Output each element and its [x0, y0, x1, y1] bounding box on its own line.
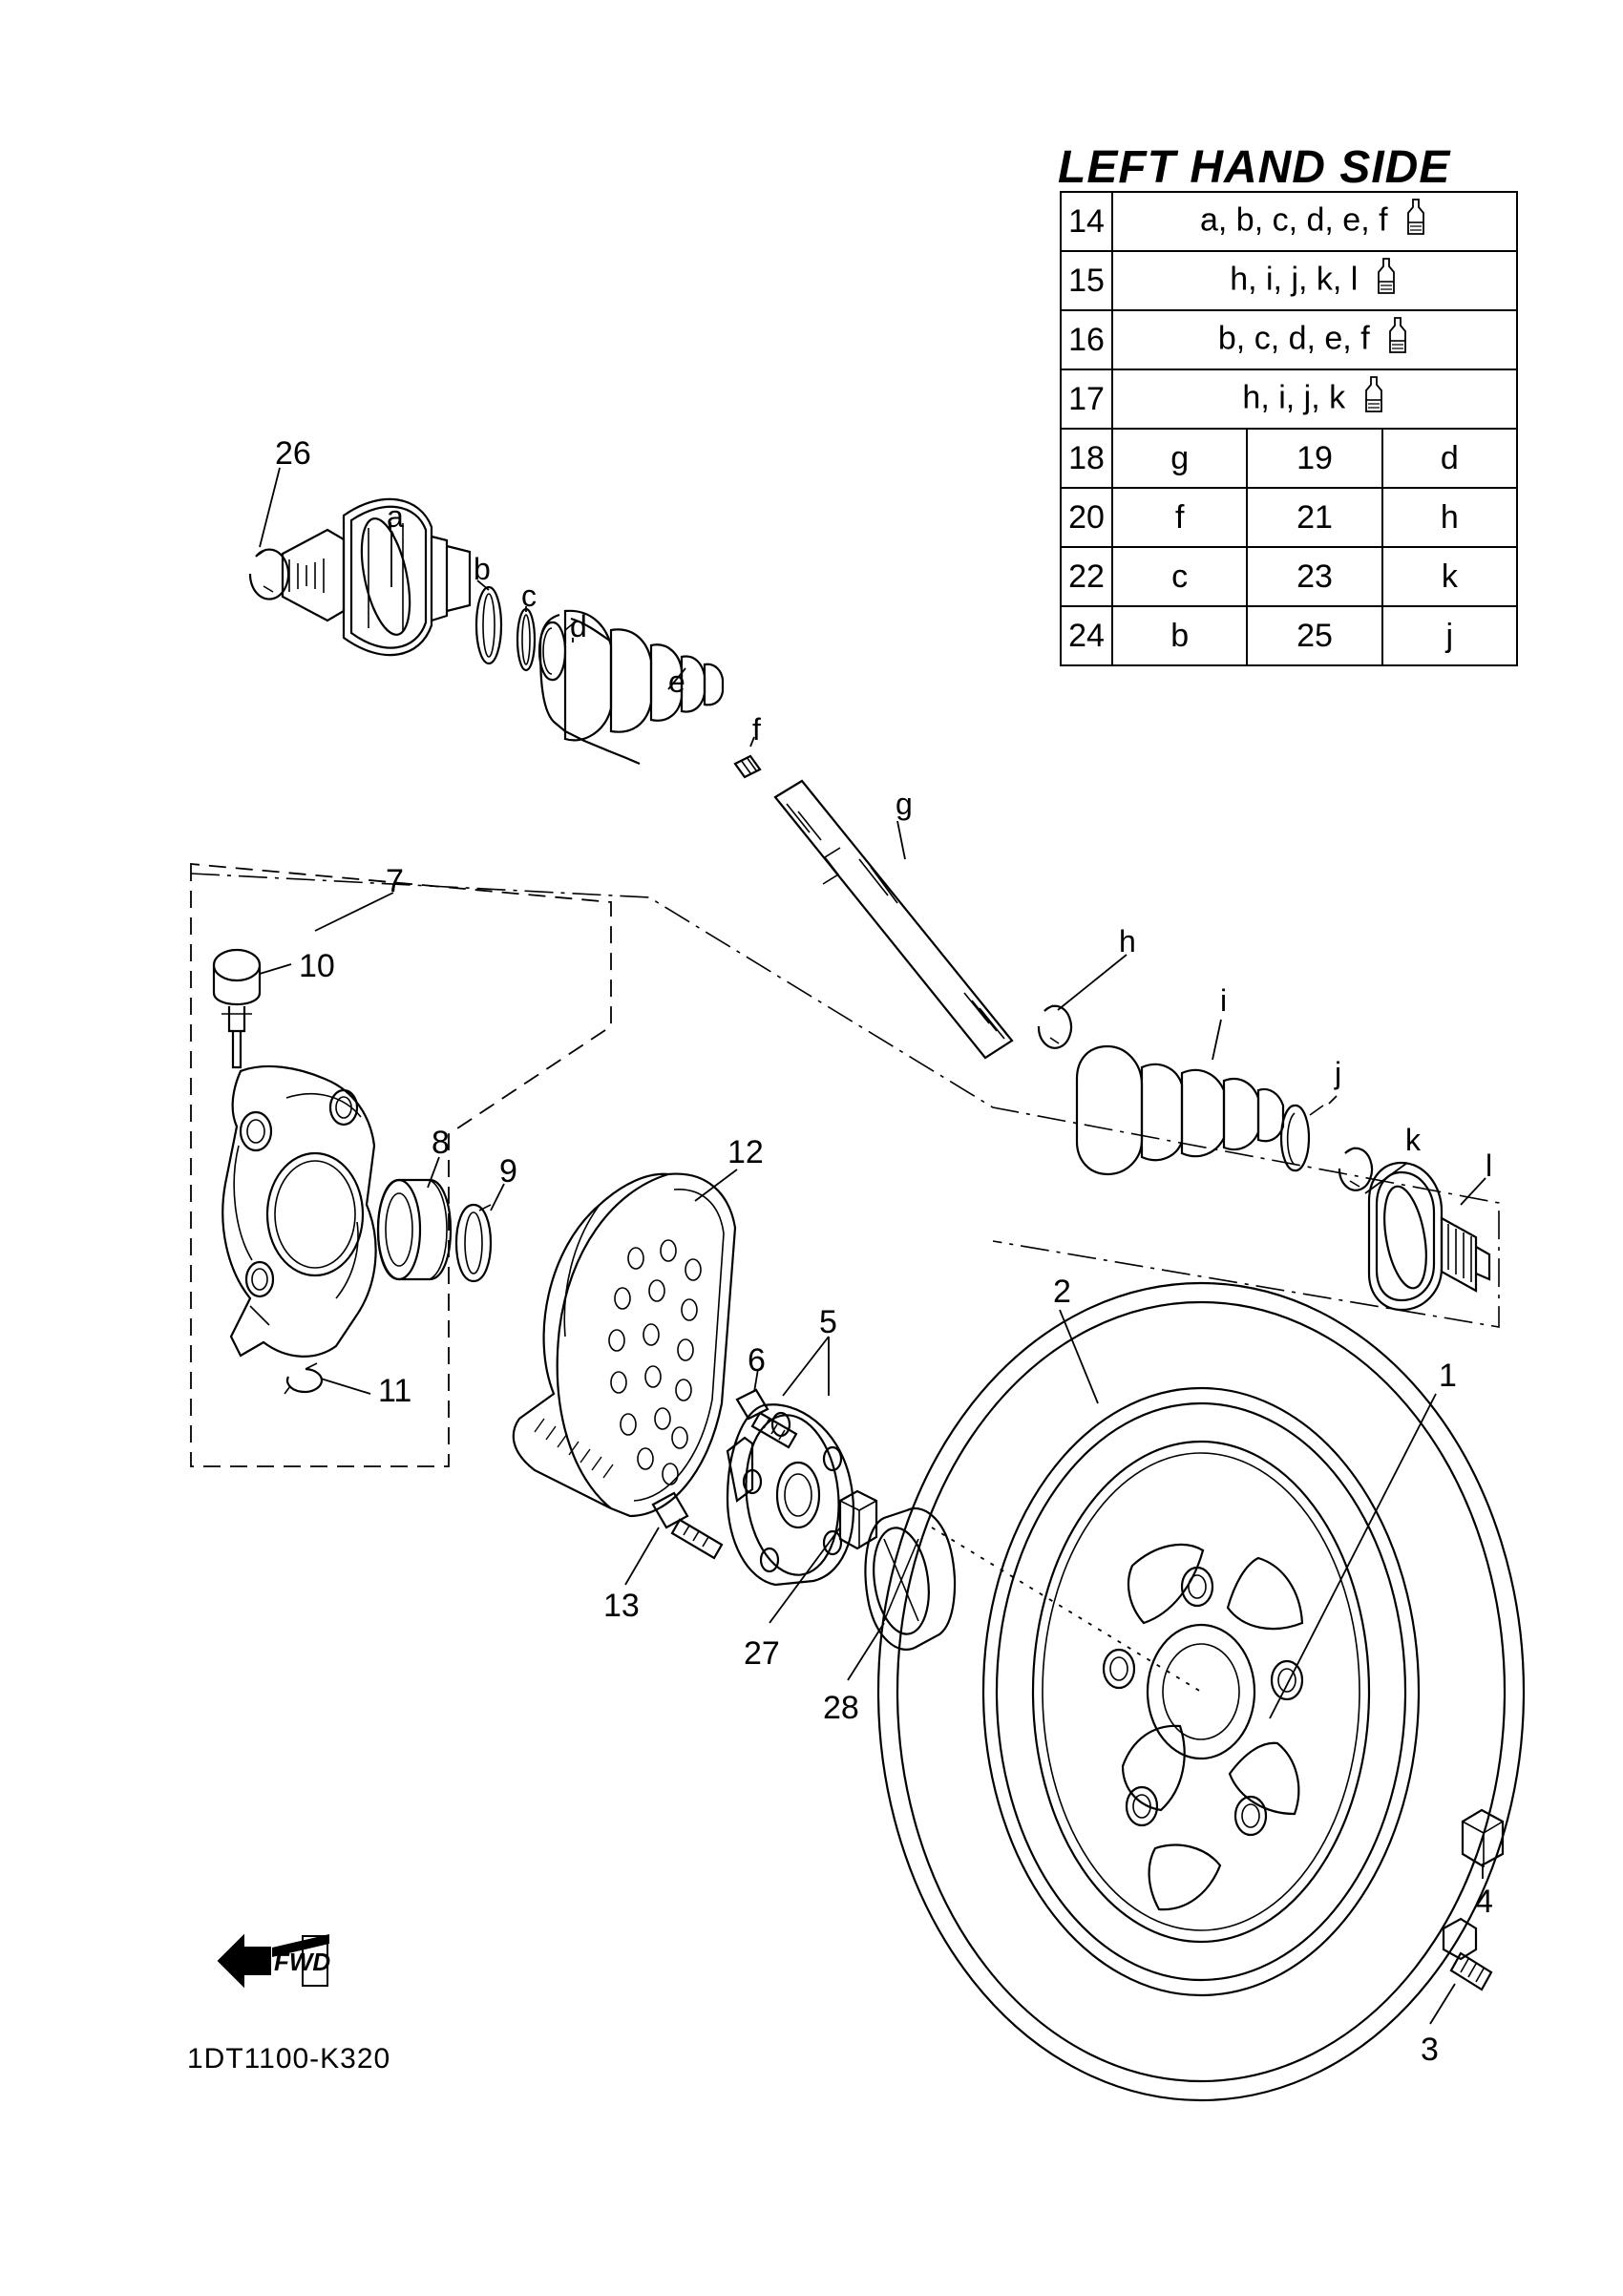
legend-value: c	[1112, 547, 1247, 606]
legend-table	[1060, 191, 1518, 666]
callout-b: b	[474, 552, 491, 586]
legend-index: 17	[1061, 369, 1112, 429]
part-27-nut	[840, 1491, 876, 1548]
table-row	[1061, 369, 1517, 429]
part-i-boot	[1077, 1046, 1283, 1174]
part-2-tire	[878, 1283, 1524, 2100]
table-row	[1061, 547, 1517, 606]
part-10-ball-joint	[214, 950, 260, 1067]
table-row	[1061, 429, 1517, 488]
part-f-clamp	[735, 756, 760, 777]
part-c-ring	[517, 609, 535, 670]
callout-2: 2	[1053, 1274, 1071, 1310]
part-e-boot	[540, 611, 723, 764]
callout-6: 6	[748, 1342, 766, 1379]
callout-f: f	[752, 712, 761, 747]
part-number-label: 1DT1100-K320	[187, 2043, 391, 2075]
leader-l	[1461, 1178, 1486, 1205]
legend-index: 23	[1247, 547, 1381, 606]
callout-h: h	[1119, 924, 1136, 958]
legend-index: 20	[1061, 488, 1112, 547]
legend-index: 22	[1061, 547, 1112, 606]
part-a-cv-joint	[283, 499, 470, 655]
callout-11: 11	[378, 1373, 412, 1409]
part-12-brake-disc	[514, 1174, 735, 1516]
grease-bottle-icon	[1360, 375, 1387, 424]
part-7-knuckle	[222, 1066, 375, 1357]
part-g-driveshaft	[775, 781, 1012, 1058]
leader-i	[1212, 1020, 1221, 1060]
legend-value: f	[1112, 488, 1247, 547]
callout-d: d	[570, 609, 587, 643]
legend-value	[1112, 251, 1517, 310]
callout-10: 10	[299, 948, 335, 984]
legend-value-text: b, c, d, e, f	[1217, 319, 1370, 356]
fwd-marker	[215, 1928, 339, 1996]
grease-bottle-icon	[1384, 316, 1411, 365]
callout-12: 12	[727, 1134, 764, 1170]
legend-value: k	[1382, 547, 1517, 606]
table-row	[1061, 310, 1517, 369]
leader-j	[1329, 1096, 1337, 1104]
callout-28: 28	[823, 1690, 859, 1726]
part-8-collar	[378, 1180, 451, 1279]
callout-l: l	[1486, 1148, 1493, 1183]
part-k-circlip	[1339, 1148, 1372, 1190]
legend-value	[1112, 192, 1517, 251]
leader-3	[1430, 1984, 1455, 2024]
legend-index: 21	[1247, 488, 1381, 547]
callout-9: 9	[499, 1153, 517, 1190]
legend-value: b	[1112, 606, 1247, 665]
leader-13	[625, 1527, 659, 1585]
legend-index: 16	[1061, 310, 1112, 369]
legend-index: 25	[1247, 606, 1381, 665]
callout-c: c	[521, 579, 537, 613]
callout-8: 8	[432, 1125, 450, 1161]
table-row	[1061, 606, 1517, 665]
part-11-clip	[285, 1363, 322, 1394]
callout-i: i	[1220, 983, 1228, 1018]
callout-k: k	[1405, 1123, 1421, 1157]
legend-index: 14	[1061, 192, 1112, 251]
leader-g	[897, 821, 905, 859]
leader-1	[1270, 1394, 1436, 1718]
leader-26	[260, 468, 280, 547]
leader-h	[1058, 955, 1127, 1010]
part-j-band	[1281, 1106, 1323, 1170]
leader-7	[315, 893, 393, 931]
table-row	[1061, 488, 1517, 547]
legend-value: h	[1382, 488, 1517, 547]
legend-value: j	[1382, 606, 1517, 665]
legend-table-wrapper	[1060, 191, 1518, 666]
leader-10	[260, 964, 291, 974]
callout-1: 1	[1439, 1358, 1457, 1394]
legend-value: g	[1112, 429, 1247, 488]
part-b-ring	[476, 587, 501, 664]
part-h-clip	[1039, 1005, 1071, 1048]
legend-value-text: a, b, c, d, e, f	[1200, 200, 1388, 238]
callout-26: 26	[275, 435, 311, 472]
leader-27	[769, 1527, 840, 1623]
part-3-stud	[1444, 1919, 1491, 1990]
callout-g: g	[896, 787, 913, 821]
legend-value-text: h, i, j, k, l	[1230, 260, 1359, 297]
callout-5: 5	[819, 1304, 837, 1340]
legend-value: d	[1382, 429, 1517, 488]
callout-e: e	[668, 664, 685, 699]
table-row	[1061, 192, 1517, 251]
callout-a: a	[387, 499, 404, 534]
callout-3: 3	[1421, 2032, 1439, 2068]
part-l-cv-joint	[1369, 1163, 1489, 1310]
callout-4: 4	[1475, 1884, 1493, 1920]
legend-index: 15	[1061, 251, 1112, 310]
callout-7: 7	[386, 863, 404, 899]
legend-value	[1112, 369, 1517, 429]
svg-text:FWD: FWD	[274, 1948, 331, 1976]
legend-value-text: h, i, j, k	[1242, 378, 1346, 415]
assembly-boundary	[191, 874, 1499, 1327]
part-1-wheel	[1033, 1442, 1369, 1942]
part-13-bolt	[653, 1493, 722, 1558]
table-row	[1061, 251, 1517, 310]
callout-13: 13	[603, 1588, 640, 1624]
legend-index: 24	[1061, 606, 1112, 665]
legend-value	[1112, 310, 1517, 369]
leader-11	[321, 1379, 370, 1394]
legend-title: LEFT HAND SIDE	[1058, 142, 1451, 193]
part-9-snapring	[456, 1205, 491, 1281]
grease-bottle-icon	[1373, 257, 1400, 305]
axis-line	[932, 1527, 1201, 1692]
legend-index: 19	[1247, 429, 1381, 488]
callout-27: 27	[744, 1635, 780, 1672]
grease-bottle-icon	[1402, 198, 1429, 246]
leader-12	[695, 1169, 737, 1201]
callout-j: j	[1335, 1056, 1342, 1090]
legend-index: 18	[1061, 429, 1112, 488]
leader-2	[1060, 1310, 1098, 1403]
